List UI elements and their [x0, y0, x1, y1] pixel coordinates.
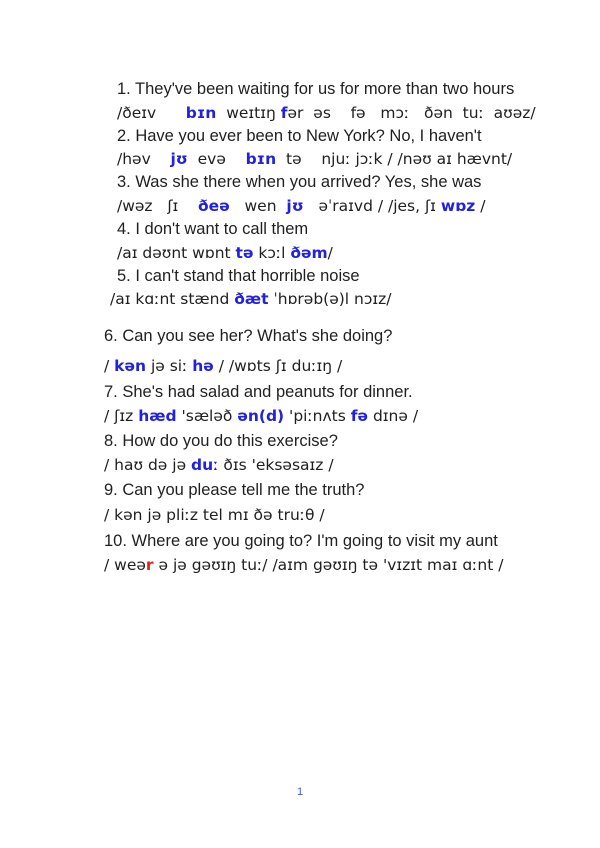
phonetic-line: [117, 103, 536, 123]
text-segment: dɪnə /: [368, 407, 419, 425]
sentence-line: [117, 172, 481, 192]
text-segment: /aɪ kɑːnt stænd: [110, 290, 235, 308]
text-segment: /: [475, 197, 486, 215]
sentence-line: [117, 126, 482, 146]
text-segment: jə siː: [146, 357, 193, 375]
text-segment: 'piːnʌts: [284, 407, 351, 425]
stressed-word: bɪn: [245, 150, 277, 168]
text-segment: /: [327, 244, 333, 262]
stressed-word: wɒz: [440, 197, 476, 215]
text-segment: / kən jə pliːz tel mɪ ðə truːθ /: [104, 506, 325, 524]
phonetic-line: [104, 356, 342, 376]
text-segment: 3. Was she there when you arrived? Yes, she was: [117, 173, 482, 191]
stressed-word: jʊ: [286, 197, 304, 215]
page-number: 1: [296, 786, 304, 798]
stressed-word: hæd: [138, 407, 177, 425]
text-segment: kɔːl: [253, 244, 291, 262]
text-segment: / weə: [104, 556, 146, 574]
sentence-line: [104, 431, 338, 451]
stressed-word: hə: [192, 357, 214, 375]
text-segment: 5. I can't stand that horrible noise: [117, 267, 360, 285]
text-segment: /aɪ dəʊnt wɒnt: [117, 244, 236, 262]
stressed-word: ðæt: [234, 290, 269, 308]
text-segment: ðɪs 'eksəsaɪz /: [218, 456, 334, 474]
phonetic-line: [117, 149, 512, 169]
text-segment: evə: [187, 150, 246, 168]
text-segment: 10. Where are you going to? I'm going to visit my aunt: [104, 532, 498, 550]
text-segment: əˈraɪvd / /jes, ʃɪ: [303, 197, 441, 215]
text-segment: 7. She's had salad and peanuts for dinner.: [104, 383, 413, 401]
stressed-word: duː: [191, 456, 219, 474]
text-segment: 'sæləð: [176, 407, 238, 425]
phonetic-line: [104, 555, 503, 575]
text-segment: / /wɒts ʃɪ duːɪŋ /: [213, 357, 343, 375]
stressed-word: r: [145, 556, 154, 574]
text-segment: /: [104, 357, 115, 375]
text-segment: ər əs fə mɔː ðən tuː aʊəz/: [287, 104, 536, 122]
text-segment: 6. Can you see her? What's she doing?: [104, 327, 393, 345]
text-segment: 2. Have you ever been to New York? No, I haven't: [117, 127, 482, 145]
sentence-line: [104, 326, 392, 346]
phonetic-line: [104, 406, 418, 426]
sentence-line: [117, 266, 360, 286]
text-segment: weɪtɪŋ: [216, 104, 281, 122]
stressed-word: ðəm: [290, 244, 328, 262]
phonetic-line: [110, 289, 391, 309]
sentence-line: [117, 219, 308, 239]
text-segment: 9. Can you please tell me the truth?: [104, 481, 365, 499]
text-segment: /wəz ʃɪ: [117, 197, 199, 215]
sentence-line: [104, 531, 498, 551]
stressed-word: bɪn: [185, 104, 217, 122]
stressed-word: f: [280, 104, 288, 122]
stressed-word: ən(d): [237, 407, 285, 425]
sentence-line: [104, 382, 413, 402]
stressed-word: kən: [114, 357, 147, 375]
text-segment: 4. I don't want to call them: [117, 220, 309, 238]
stressed-word: tə: [235, 244, 254, 262]
phonetic-line: [117, 196, 485, 216]
text-segment: / haʊ də jə: [104, 456, 192, 474]
text-segment: / ʃɪz: [104, 407, 139, 425]
phonetic-line: [104, 505, 325, 525]
stressed-word: jʊ: [170, 150, 188, 168]
text-segment: 1. They've been waiting for us for more than two hours: [117, 80, 515, 98]
stressed-word: ðeə: [198, 197, 230, 215]
sentence-line: [104, 480, 365, 500]
text-segment: /ðeɪv: [117, 104, 186, 122]
phonetic-line: [104, 455, 334, 475]
text-segment: ə jə gəʊɪŋ tuː/ /aɪm gəʊɪŋ tə 'vɪzɪt maɪ ɑːnt /: [153, 556, 504, 574]
text-segment: tə njuː jɔːk / /nəʊ aɪ hævnt/: [276, 150, 513, 168]
stressed-word: fə: [350, 407, 369, 425]
phonetic-line: [117, 243, 333, 263]
text-segment: 8. How do you do this exercise?: [104, 432, 338, 450]
text-segment: /həv: [117, 150, 171, 168]
text-segment: wen: [229, 197, 287, 215]
text-segment: ˈhɒrəb(ə)l nɔɪz/: [268, 290, 392, 308]
sentence-line: [117, 79, 514, 99]
